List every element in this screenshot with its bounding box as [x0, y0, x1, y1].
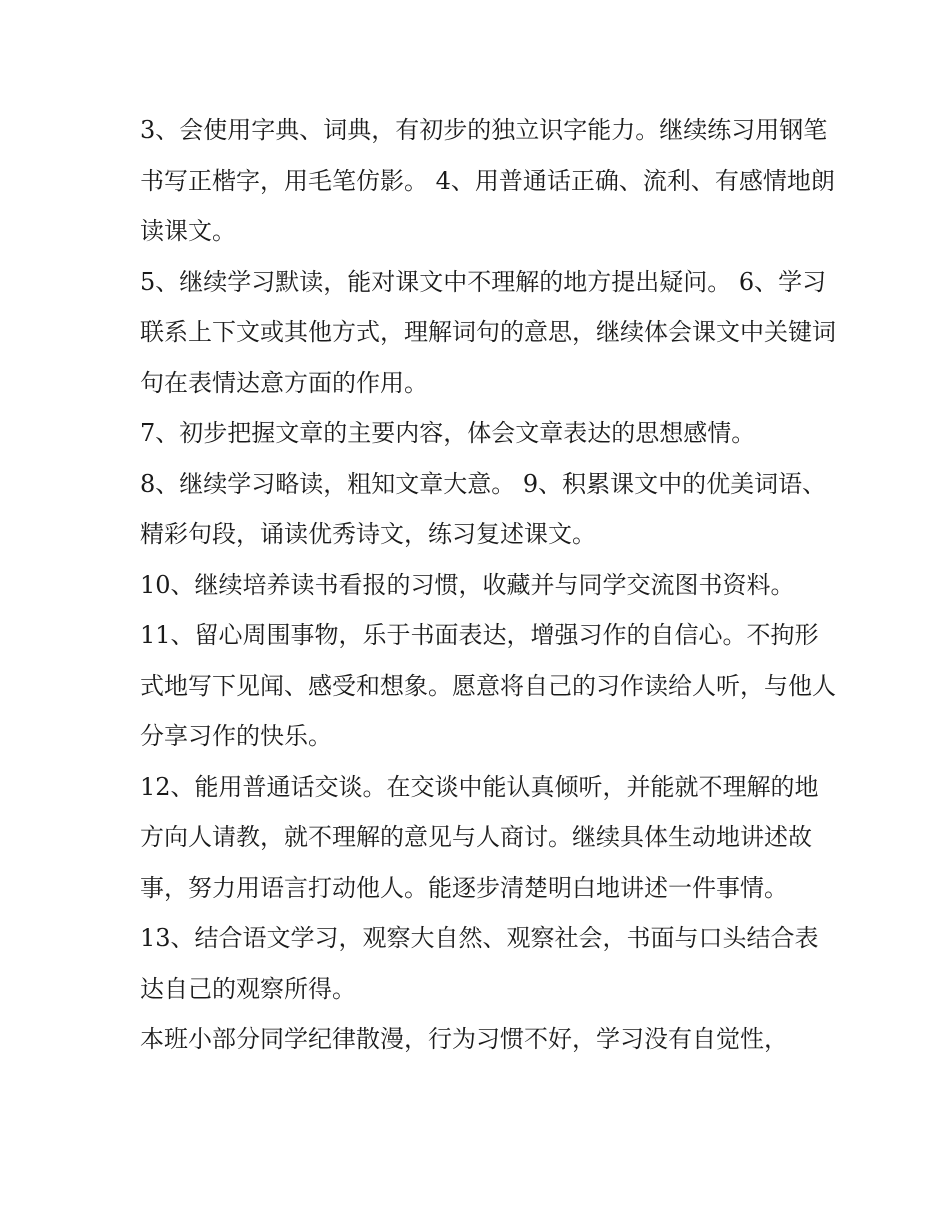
paragraph-item-8-9: 8、继续学习略读，粗知文章大意。 9、积累课文中的优美词语、精彩句段，诵读优秀诗文，练习复述课文。 [140, 469, 827, 548]
paragraph-item-5-6: 5、继续学习默读，能对课文中不理解的地方提出疑问。 6、学习联系上下文或其他方式，理解词句的意思，继续体会课文中关键词句在表情达意方面的作用。 [140, 267, 836, 397]
paragraph-item-13: 13、结合语文学习，观察大自然、观察社会，书面与口头结合表达自己的观察所得。 [140, 924, 819, 1003]
document-page [140, 105, 840, 1065]
paragraph-item-3-4: 3、会使用字典、词典，有初步的独立识字能力。继续练习用钢笔书写正楷字，用毛笔仿影。 4、用普通话正确、流利、有感情地朗读课文。 [140, 116, 835, 245]
paragraph-item-11: 11、留心周围事物，乐于书面表达，增强习作的自信心。不拘形式地写下见闻、感受和想象。愿意将自己的习作读给人听，与他人分享习作的快乐。 [140, 621, 836, 750]
paragraph-item-10: 10、继续培养读书看报的习惯，收藏并与同学交流图书资料。 [140, 570, 795, 599]
paragraph-item-7: 7、初步把握文章的主要内容，体会文章表达的思想感情。 [140, 419, 756, 447]
paragraph-class-situation: 本班小部分同学纪律散漫，行为习惯不好，学习没有自觉性， [140, 1025, 788, 1053]
paragraph-item-12: 12、能用普通话交谈。在交谈中能认真倾听，并能就不理解的地方向人请教，就不理解的意见与人商讨。继续具体生动地讲述故事，努力用语言打动他人。能逐步清楚明白地讲述一件事情。 [140, 772, 819, 902]
